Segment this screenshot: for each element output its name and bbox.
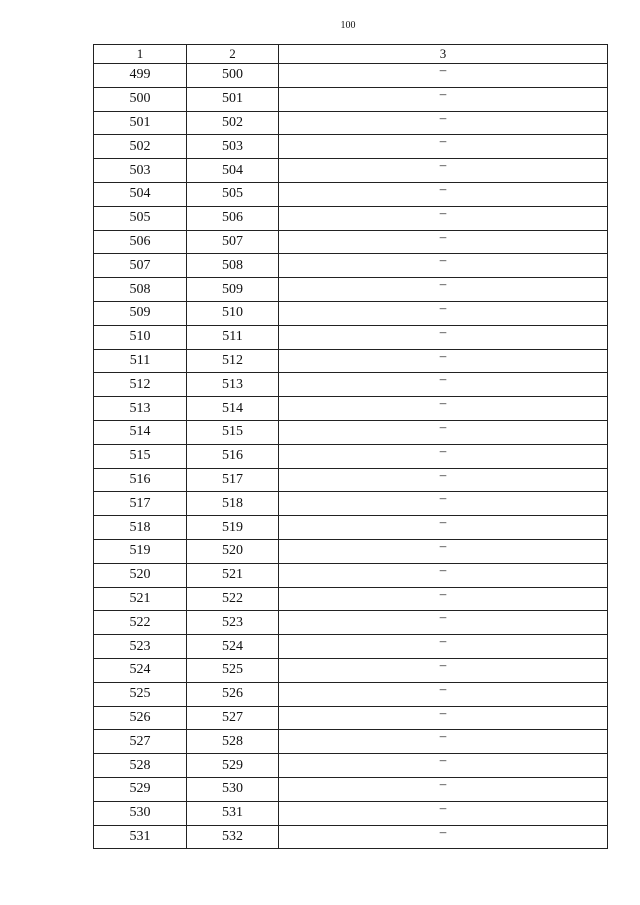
table-cell-col-3: – <box>279 444 608 468</box>
table-row <box>94 159 608 183</box>
table-cell-col-3: – <box>279 539 608 563</box>
table-cell-col-2: 528 <box>187 730 279 754</box>
table-cell-col-3: – <box>279 682 608 706</box>
table-cell-col-3: – <box>279 325 608 349</box>
table-row <box>94 611 608 635</box>
table-cell-col-2: 522 <box>187 587 279 611</box>
table-cell-col-2: 506 <box>187 206 279 230</box>
table-cell-col-2: 526 <box>187 682 279 706</box>
table-cell-col-1: 503 <box>94 159 187 183</box>
table-row <box>94 658 608 682</box>
table-row <box>94 111 608 135</box>
table-row <box>94 516 608 540</box>
table-cell-col-1: 500 <box>94 87 187 111</box>
table-cell-col-3: – <box>279 182 608 206</box>
table-cell-col-1: 512 <box>94 373 187 397</box>
table-row <box>94 730 608 754</box>
table-cell-col-3: – <box>279 206 608 230</box>
table-cell-col-1: 515 <box>94 444 187 468</box>
table-cell-col-2: 500 <box>187 64 279 88</box>
table-row <box>94 301 608 325</box>
table-row <box>94 182 608 206</box>
table-header-row <box>94 45 608 64</box>
table-cell-col-3: – <box>279 278 608 302</box>
table-cell-col-2: 529 <box>187 754 279 778</box>
table-row <box>94 563 608 587</box>
table-cell-col-2: 502 <box>187 111 279 135</box>
table-cell-col-2: 513 <box>187 373 279 397</box>
table-cell-col-2: 517 <box>187 468 279 492</box>
table-cell-col-2: 508 <box>187 254 279 278</box>
table-cell-col-3: – <box>279 397 608 421</box>
table-row <box>94 492 608 516</box>
table-row <box>94 64 608 88</box>
table-cell-col-2: 504 <box>187 159 279 183</box>
table-cell-col-2: 515 <box>187 420 279 444</box>
table-cell-col-2: 531 <box>187 801 279 825</box>
table-cell-col-3: – <box>279 706 608 730</box>
table-cell-col-1: 513 <box>94 397 187 421</box>
table-cell-col-2: 507 <box>187 230 279 254</box>
table-row <box>94 230 608 254</box>
table-row <box>94 825 608 849</box>
table-cell-col-2: 516 <box>187 444 279 468</box>
table-row <box>94 468 608 492</box>
table-cell-col-3: – <box>279 373 608 397</box>
table-cell-col-1: 509 <box>94 301 187 325</box>
table-cell-col-1: 523 <box>94 635 187 659</box>
table-cell-col-1: 511 <box>94 349 187 373</box>
column-header-3: 3 <box>279 45 608 64</box>
table-cell-col-3: – <box>279 420 608 444</box>
table-cell-col-3: – <box>279 635 608 659</box>
table-cell-col-2: 514 <box>187 397 279 421</box>
table-cell-col-1: 522 <box>94 611 187 635</box>
table-row <box>94 444 608 468</box>
table-cell-col-3: – <box>279 159 608 183</box>
table-cell-col-3: – <box>279 64 608 88</box>
table-cell-col-1: 501 <box>94 111 187 135</box>
table-cell-col-1: 525 <box>94 682 187 706</box>
table-cell-col-2: 524 <box>187 635 279 659</box>
table-cell-col-1: 527 <box>94 730 187 754</box>
table-cell-col-1: 526 <box>94 706 187 730</box>
table-cell-col-2: 519 <box>187 516 279 540</box>
table-row <box>94 373 608 397</box>
table-cell-col-3: – <box>279 254 608 278</box>
table-cell-col-1: 507 <box>94 254 187 278</box>
table-cell-col-3: – <box>279 516 608 540</box>
table-cell-col-3: – <box>279 777 608 801</box>
table-row <box>94 777 608 801</box>
table-cell-col-1: 508 <box>94 278 187 302</box>
column-header-1: 1 <box>94 45 187 64</box>
table-cell-col-1: 510 <box>94 325 187 349</box>
table-cell-col-1: 519 <box>94 539 187 563</box>
table-row <box>94 206 608 230</box>
table-cell-col-1: 516 <box>94 468 187 492</box>
table-cell-col-3: – <box>279 230 608 254</box>
table-cell-col-3: – <box>279 825 608 849</box>
table-cell-col-3: – <box>279 349 608 373</box>
table-cell-col-1: 514 <box>94 420 187 444</box>
table-cell-col-2: 525 <box>187 658 279 682</box>
table-cell-col-1: 530 <box>94 801 187 825</box>
table-cell-col-2: 532 <box>187 825 279 849</box>
table-cell-col-3: – <box>279 468 608 492</box>
table-cell-col-1: 521 <box>94 587 187 611</box>
table-cell-col-1: 502 <box>94 135 187 159</box>
table-row <box>94 87 608 111</box>
table-cell-col-3: – <box>279 611 608 635</box>
table-cell-col-1: 499 <box>94 64 187 88</box>
table-row <box>94 706 608 730</box>
table-cell-col-2: 520 <box>187 539 279 563</box>
table-cell-col-1: 520 <box>94 563 187 587</box>
table-cell-col-3: – <box>279 87 608 111</box>
table-cell-col-1: 531 <box>94 825 187 849</box>
table-cell-col-2: 530 <box>187 777 279 801</box>
table-cell-col-2: 505 <box>187 182 279 206</box>
table-row <box>94 349 608 373</box>
table-cell-col-1: 504 <box>94 182 187 206</box>
table-row <box>94 254 608 278</box>
table-cell-col-3: – <box>279 492 608 516</box>
table-row <box>94 539 608 563</box>
table-cell-col-3: – <box>279 587 608 611</box>
column-header-2: 2 <box>187 45 279 64</box>
table-cell-col-3: – <box>279 135 608 159</box>
table-cell-col-3: – <box>279 658 608 682</box>
table-cell-col-2: 527 <box>187 706 279 730</box>
table-row <box>94 325 608 349</box>
table-cell-col-2: 509 <box>187 278 279 302</box>
data-table <box>93 44 608 849</box>
table-cell-col-3: – <box>279 730 608 754</box>
table-row <box>94 587 608 611</box>
table-cell-col-2: 501 <box>187 87 279 111</box>
table-body <box>94 64 608 849</box>
table-row <box>94 635 608 659</box>
table-cell-col-1: 529 <box>94 777 187 801</box>
table-row <box>94 278 608 302</box>
table-cell-col-2: 511 <box>187 325 279 349</box>
table-cell-col-1: 517 <box>94 492 187 516</box>
page-number: 100 <box>340 20 356 31</box>
table-row <box>94 682 608 706</box>
table-cell-col-3: – <box>279 301 608 325</box>
table-cell-col-2: 518 <box>187 492 279 516</box>
table-cell-col-3: – <box>279 111 608 135</box>
table-cell-col-1: 518 <box>94 516 187 540</box>
table-cell-col-2: 512 <box>187 349 279 373</box>
table-cell-col-1: 524 <box>94 658 187 682</box>
table-cell-col-3: – <box>279 801 608 825</box>
table-row <box>94 135 608 159</box>
table-row <box>94 754 608 778</box>
table-cell-col-1: 528 <box>94 754 187 778</box>
table-cell-col-3: – <box>279 754 608 778</box>
table-cell-col-1: 505 <box>94 206 187 230</box>
table-row <box>94 801 608 825</box>
table-cell-col-2: 510 <box>187 301 279 325</box>
table-row <box>94 397 608 421</box>
table-row <box>94 420 608 444</box>
table-cell-col-2: 521 <box>187 563 279 587</box>
table-cell-col-3: – <box>279 563 608 587</box>
table-cell-col-2: 503 <box>187 135 279 159</box>
table-cell-col-2: 523 <box>187 611 279 635</box>
table-cell-col-1: 506 <box>94 230 187 254</box>
